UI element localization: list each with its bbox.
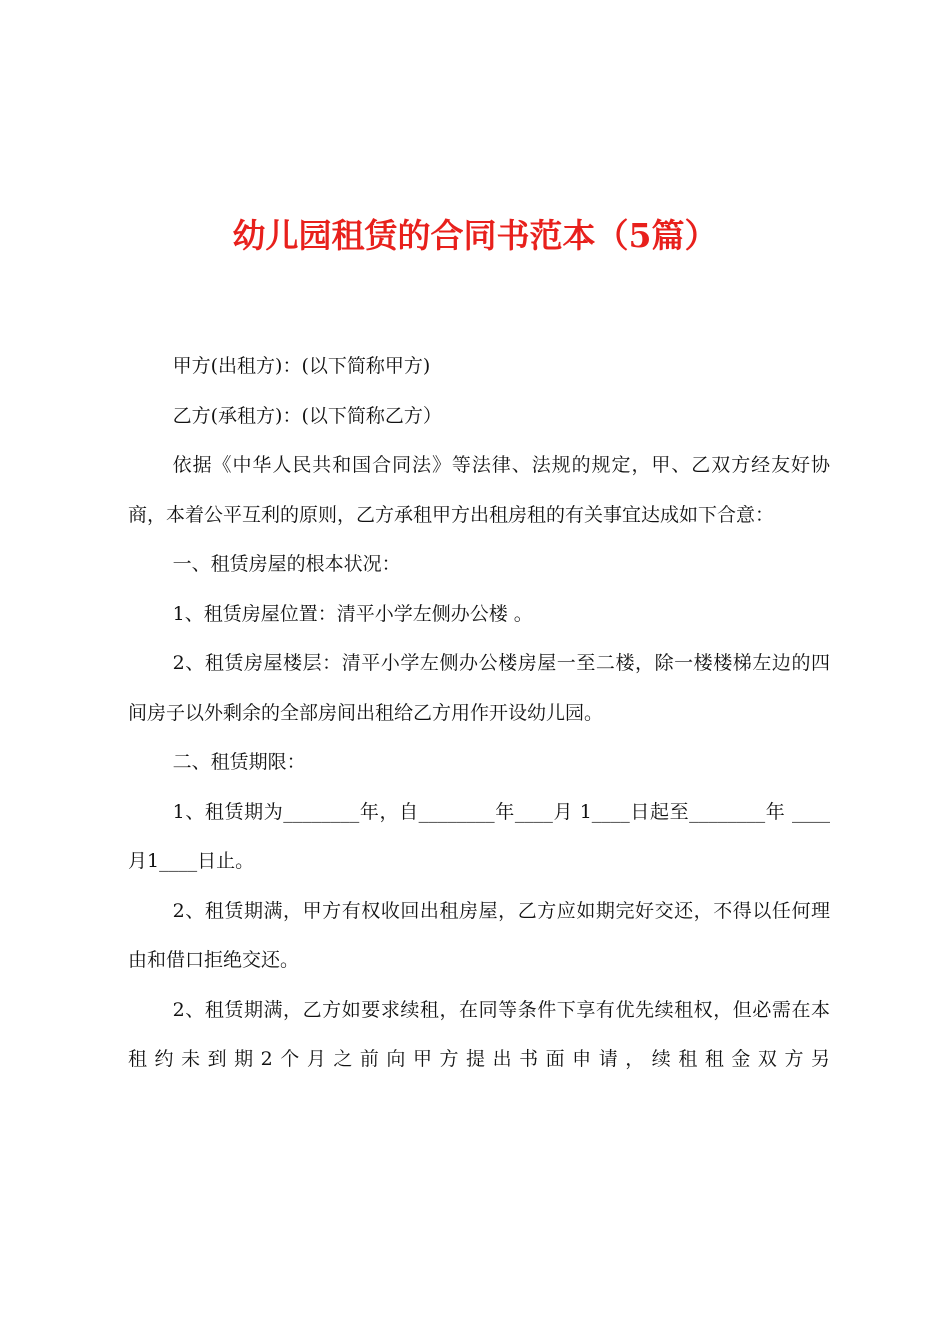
document-title: 幼儿园租赁的合同书范本（5篇） — [232, 216, 718, 255]
paragraph-lease-expiry: 2、租赁期满，甲方有权收回出租房屋，乙方应如期完好交还，不得以任何理由和借口拒绝交还。 — [128, 899, 830, 971]
paragraph-preamble: 依据《中华人民共和国合同法》等法律、法规的规定，甲、乙双方经友好协商，本着公平互利的原则，乙方承租甲方出租房租的有关事宜达成如下合意： — [128, 454, 830, 526]
paragraph-renewal: 2、租赁期满，乙方如要求续租，在同等条件下享有优先续租权，但必需在本租约未到期2个月之前向甲方提出书面申请，续租租金双方另 — [128, 998, 830, 1070]
paragraph-party-b: 乙方(承租方)：(以下简称乙方） — [172, 404, 442, 427]
heading-section-1: 一、租赁房屋的根本状况： — [172, 553, 401, 575]
paragraph-location: 1、租赁房屋位置：清平小学左侧办公楼 。 — [172, 602, 533, 625]
paragraph-floors: 2、租赁房屋楼层：清平小学左侧办公楼房屋一至二楼，除一楼楼梯左边的四间房子以外剩余的全部房间出租给乙方用作开设幼儿园。 — [128, 652, 830, 724]
heading-section-2: 二、租赁期限： — [172, 751, 306, 773]
document-body — [128, 342, 830, 1085]
paragraph-lease-term: 1、租赁期为________年，自________年____月 1____日起至________年 ____月1____日止。 — [128, 800, 830, 872]
paragraph-party-a: 甲方(出租方)：(以下简称甲方) — [172, 355, 431, 377]
